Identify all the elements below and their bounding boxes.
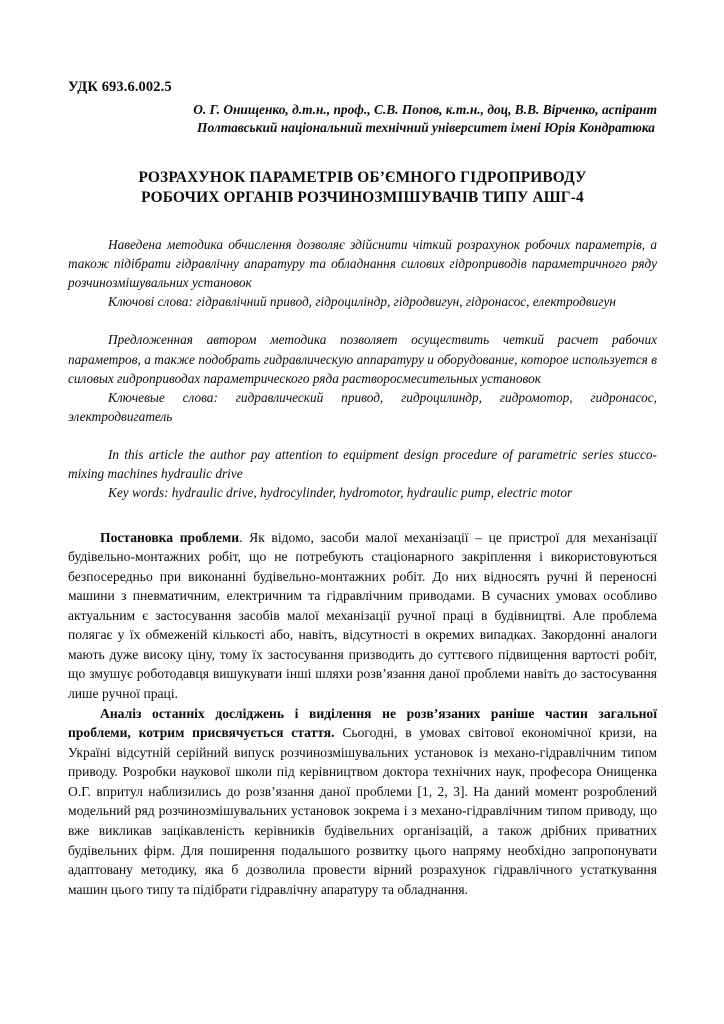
body-paragraph-1 xyxy=(68,528,657,704)
abstract-en-summary: In this article the author pay attention to equipment design procedure of parametric series stucco-mixing machines hydraulic drive xyxy=(68,447,657,482)
page-content xyxy=(68,78,657,899)
body-section xyxy=(68,528,657,900)
abstracts-section xyxy=(68,235,657,503)
author-names: О. Г. Онищенко, д.т.н., проф., С.В. Попов, к.т.н., доц, В.В. Вірченко, аспірант xyxy=(193,101,657,117)
abstract-ru-keywords: Ключевые слова: гидравлический привод, гидроцилиндр, гидромотор, гидронасос, электродвигатель xyxy=(68,389,657,424)
body-paragraph-2-text: Сьогодні, в умовах світової економічної кризи, на Україні відсутній серійний випуск розчинозмішувальних установок із механо-гідравлічним типом приводу. Розробки наукової школи під керівництвом доктора технічних наук, професора Онищенка О.Г. впритул наблизились до розв’язання даної проблеми [1, 2, 3]. На даний момент розроблений модельний ряд розчинозмішувальних установок зокрема і з механо-гідравлічним типом приводу, що вже викликав зацікавленість керівників будівельних організацій, а також дрібних приватних будівельних фірм. Для поширення подальшого розвитку цього напряму необхідно запропонувати адаптовану методику, яка б дозволила провести вірний розрахунок гідравлічного устаткування машин цього типу та підібрати гідравлічну апаратуру та обладнання. xyxy=(68,725,657,897)
author-affiliation: Полтавський національний технічний університет імені Юрія Кондратюка xyxy=(197,120,655,136)
body-paragraph-2 xyxy=(68,704,657,900)
abstract-english xyxy=(68,445,657,502)
abstract-uk-summary: Наведена методика обчислення дозволяє здійснити чіткий розрахунок робочих параметрів, а також підібрати гідравлічну апаратуру та обладнання силових гідроприводів параметричного ряду розчинозмішувальних установок xyxy=(68,236,657,291)
author-block xyxy=(68,101,657,138)
body-paragraph-1-text: . Як відомо, засоби малої механізації – це пристрої для механізації будівельно-монтажних робіт, що не потребують стаціонарного закріплення і використовуються безпосередньо при виконанні будівельно-монтажних робіт. До них відносять ручні й переносні машини з пневматичним, електричним та гідравлічним приводами. В сучасних умовах особливо актуальним є застосування засобів малої механізації ручної праці в будівництві. Але проблема полягає у їх обмеженій кількості або, навіть, відсутності в окремих випадках. Закордонні аналоги мають дуже високу ціну, тому їх застосування призводить до суттєвого підвищення вартості робіт, що змушує роботодавця вишукувати інші шляхи розв’язання даної проблеми навіть до застосування лише ручної праці. xyxy=(68,529,657,702)
page-title xyxy=(68,168,657,209)
body-paragraph-2-heading: Аналіз останніх досліджень і виділення не розв’язаних раніше частин загальної проблеми, котрим присвячується стаття. xyxy=(68,705,657,741)
title-line-1: РОЗРАХУНОК ПАРАМЕТРІВ ОБ’ЄМНОГО ГІДРОПРИВОДУ xyxy=(138,168,587,186)
abstract-ukrainian xyxy=(68,235,657,312)
abstract-en-keywords: Key words: hydraulic drive, hydrocylinder, hydromotor, hydraulic pump, electric motor xyxy=(108,485,573,501)
abstract-ru-summary: Предложенная автором методика позволяет осуществить четкий расчет рабочих параметров, а также подобрать гидравлическую аппаратуру и оборудование, которое используется в силовых гидроприводах параметрического ряда растворосмесительных установок xyxy=(68,332,657,386)
abstract-russian xyxy=(68,330,657,426)
abstract-uk-keywords: Ключові слова: гідравлічний привод, гідроциліндр, гідродвигун, гідронасос, електродвигун xyxy=(108,294,616,310)
body-paragraph-1-heading: Постановка проблеми xyxy=(100,529,240,545)
title-line-2: РОБОЧИХ ОРГАНІВ РОЗЧИНОЗМІШУВАЧІВ ТИПУ АШГ-4 xyxy=(141,189,584,207)
udc-code: УДК 693.6.002.5 xyxy=(68,79,172,95)
